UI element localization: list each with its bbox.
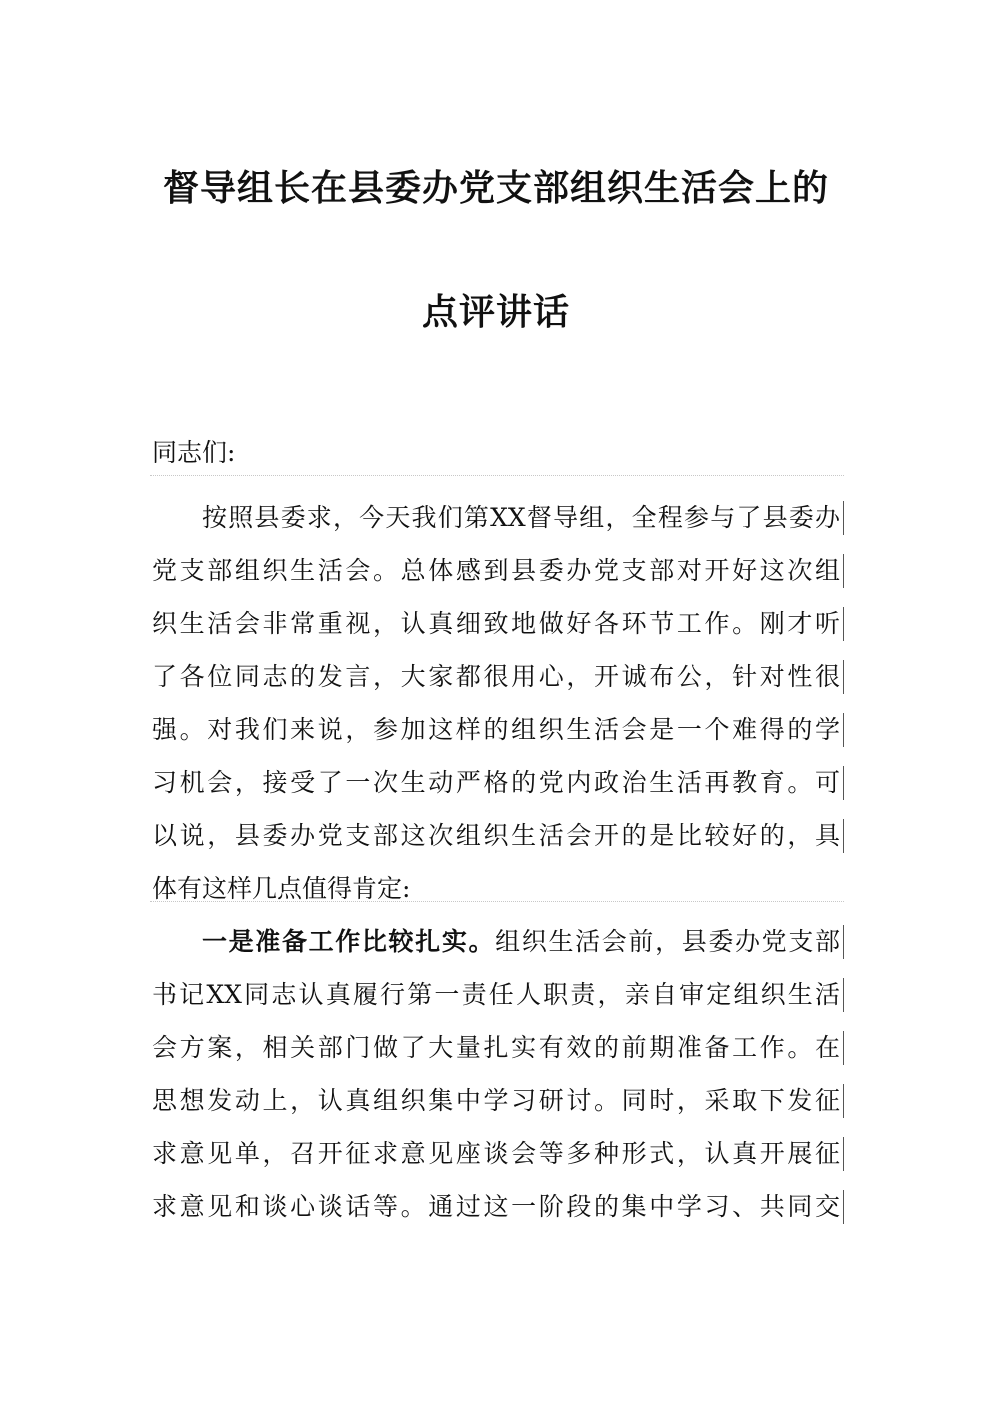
paragraph-line [152,915,840,968]
paragraph-line: 书记XX同志认真履行第一责任人职责，亲自审定组织生活 [152,968,840,1021]
paragraph-intro [152,491,840,915]
paragraph-lead-heading: 一是准备工作比较扎实。 [202,927,496,956]
paragraph-line: 习机会，接受了一次生动严格的党内政治生活再教育。可 [152,756,840,809]
paragraph-point-one [152,915,840,1233]
salutation: 同志们: [152,438,236,467]
paragraph-line: 求意见和谈心谈话等。通过这一阶段的集中学习、共同交 [152,1180,840,1233]
document-title-line-1: 督导组长在县委办党支部组织生活会上的 [162,168,829,209]
section-divider [150,901,844,902]
section-divider [150,475,844,476]
paragraph-line: 体有这样几点值得肯定: [152,874,411,903]
paragraph-line: 以说，县委办党支部这次组织生活会开的是比较好的，具 [152,809,840,862]
paragraph-line: 织生活会非常重视，认真细致地做好各环节工作。刚才听 [152,597,840,650]
paragraph-line: 按照县委求，今天我们第XX督导组，全程参与了县委办 [152,491,840,544]
paragraph-line: 会方案，相关部门做了大量扎实有效的前期准备工作。在 [152,1021,840,1074]
paragraph-line: 强。对我们来说，参加这样的组织生活会是一个难得的学 [152,703,840,756]
paragraph-line: 求意见单，召开征求意见座谈会等多种形式，认真开展征 [152,1127,840,1180]
paragraph-line: 思想发动上，认真组织集中学习研讨。同时，采取下发征 [152,1074,840,1127]
document-title-line-2: 点评讲话 [421,292,570,333]
paragraph-line-text: 组织生活会前，县委办党支部 [495,927,840,956]
paragraph-line: 了各位同志的发言，大家都很用心，开诚布公，针对性很 [152,650,840,703]
paragraph-line: 党支部组织生活会。总体感到县委办党支部对开好这次组 [152,544,840,597]
